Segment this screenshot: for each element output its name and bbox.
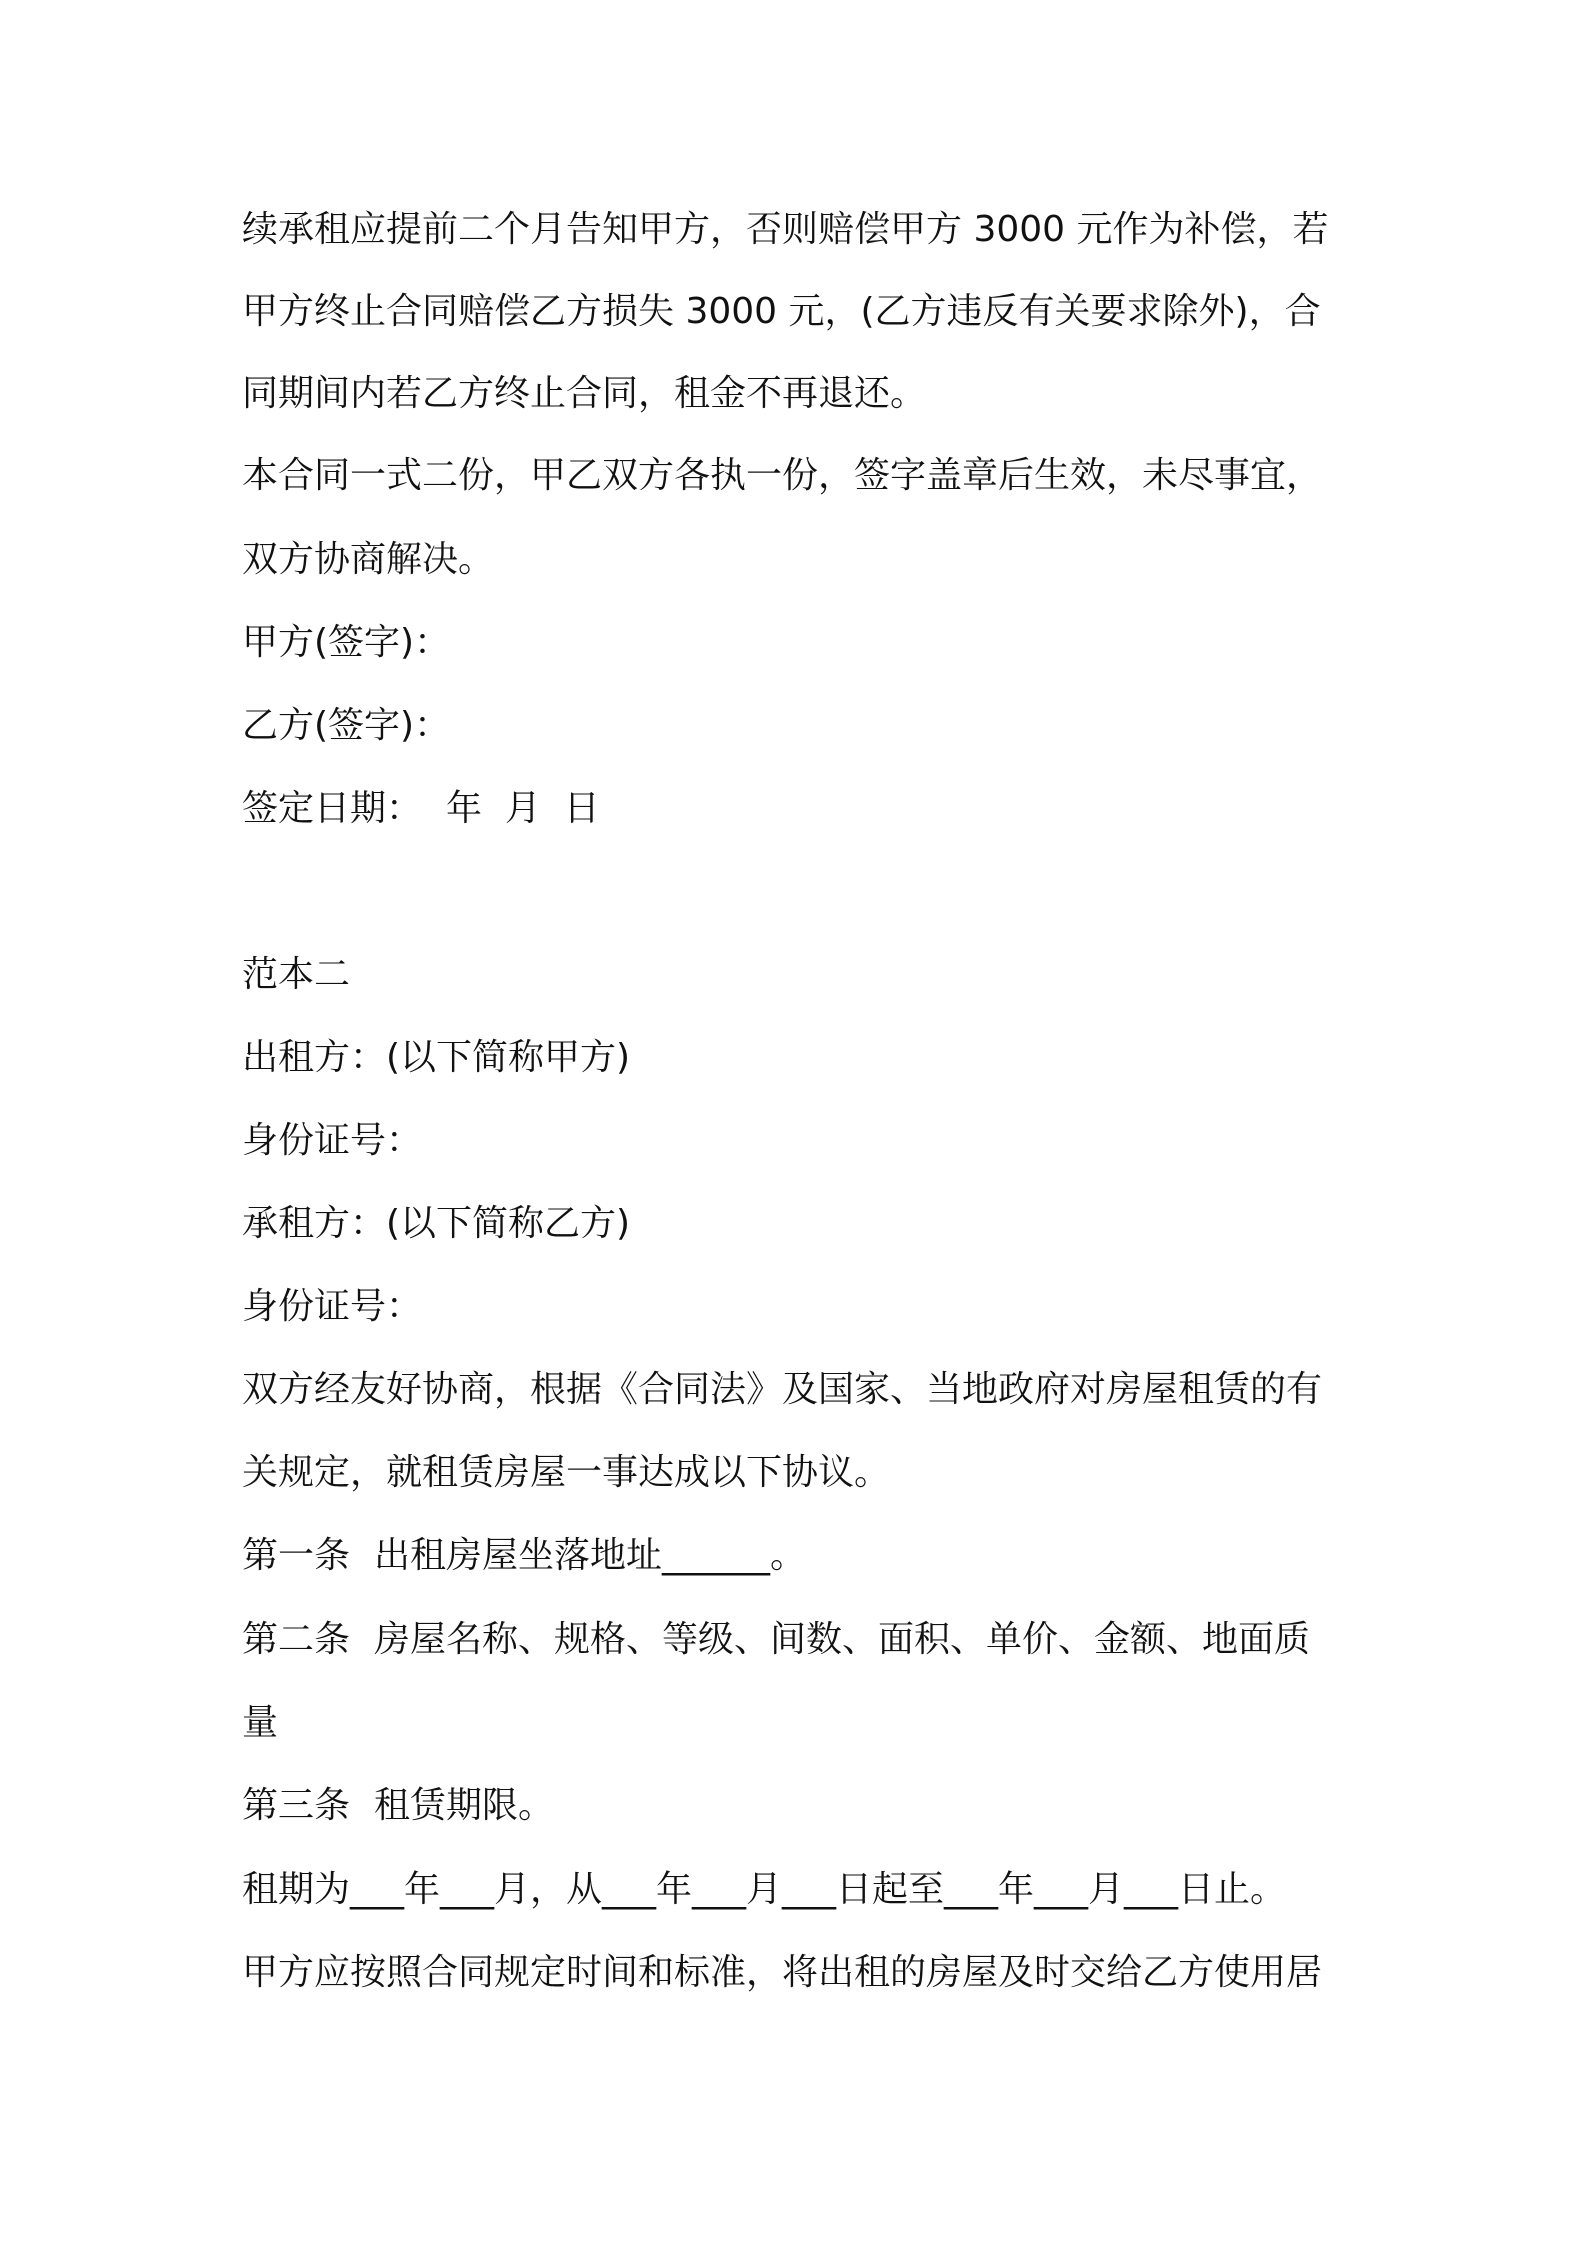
lease-term-line: 租期为___年___月，从___年___月___日起至___年___月___日止。 <box>242 1869 1287 1910</box>
lessor-line: 出租方：(以下简称甲方) <box>242 1037 631 1078</box>
article-3 <box>242 1776 1362 1836</box>
lessee-line: 承租方：(以下简称乙方) <box>242 1203 631 1244</box>
article-label: 第一条 <box>242 1535 351 1576</box>
article-label: 第三条 <box>242 1785 351 1826</box>
paragraph-line: 量 <box>242 1702 279 1743</box>
paragraph-line: 甲方应按照合同规定时间和标准，将出租的房屋及时交给乙方使用居 <box>242 1952 1323 1993</box>
sign-date-label: 签定日期： <box>242 788 423 829</box>
sign-date-value: 年 月 日 <box>446 788 600 829</box>
sign-date-line <box>242 779 1362 839</box>
lessee-id-line: 身份证号： <box>242 1286 423 1327</box>
paragraph-line: 同期间内若乙方终止合同，租金不再退还。 <box>242 373 927 414</box>
article-text: 租赁期限。 <box>374 1785 555 1826</box>
article-text: 房屋名称、规格、等级、间数、面积、单价、金额、地面质 <box>374 1619 1311 1660</box>
party-a-signature-line: 甲方(签字)： <box>242 622 451 663</box>
paragraph-line: 关规定，就租赁房屋一事达成以下协议。 <box>242 1452 891 1493</box>
article-label: 第二条 <box>242 1619 351 1660</box>
article-2 <box>242 1610 1362 1670</box>
sample-title: 范本二 <box>242 954 351 995</box>
lessor-id-line: 身份证号： <box>242 1120 423 1161</box>
party-b-signature-line: 乙方(签字)： <box>242 705 451 746</box>
paragraph-line: 双方经友好协商，根据《合同法》及国家、当地政府对房屋租赁的有 <box>242 1369 1323 1410</box>
paragraph-line: 本合同一式二份，甲乙双方各执一份，签字盖章后生效，未尽事宜， <box>242 455 1323 496</box>
article-1 <box>242 1526 1362 1586</box>
paragraph-line: 续承租应提前二个月告知甲方，否则赔偿甲方 3000 元作为补偿，若 <box>242 209 1329 250</box>
article-text: 出租房屋坐落地址______。 <box>374 1535 807 1576</box>
paragraph-line: 双方协商解决。 <box>242 539 495 580</box>
paragraph-line: 甲方终止合同赔偿乙方损失 3000 元，(乙方违反有关要求除外)，合 <box>242 291 1321 332</box>
